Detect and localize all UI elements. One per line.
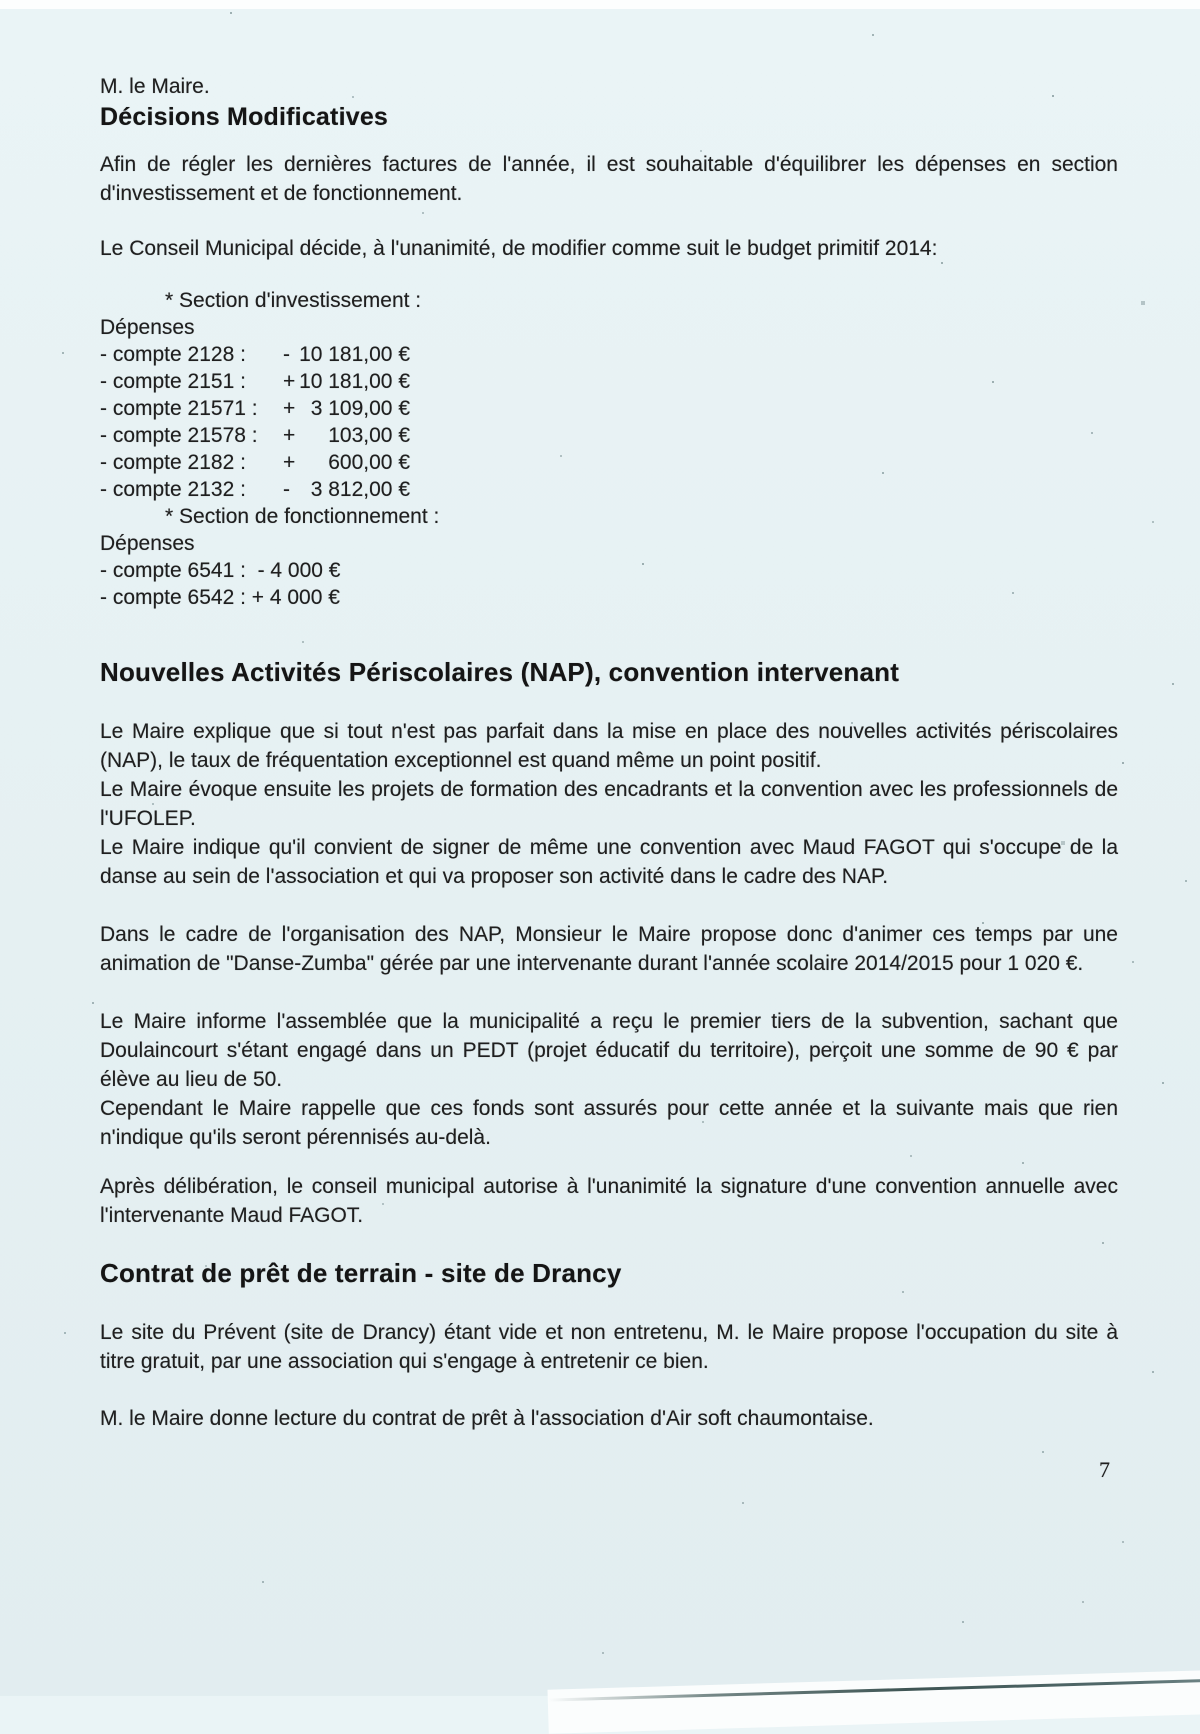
nap-paragraph-3: Le Maire indique qu'il convient de signer de même une convention avec Maud FAGOT qui s'occupe de la danse au sein de l'association et qui va proposer son activité dans le cadre des NAP.: [100, 836, 1118, 888]
budget-investment-block: [100, 287, 1118, 611]
nap-paragraph-2: Le Maire évoque ensuite les projets de formation des encadrants et la convention avec les professionnels de l'UFOLEP.: [100, 778, 1118, 830]
investment-section-header: * Section d'investissement :: [165, 289, 422, 312]
page-number: 7: [1099, 1457, 1110, 1482]
section-title-nap: Nouvelles Activités Périscolaires (NAP), convention intervenant: [100, 657, 900, 687]
nap-block-1: [100, 717, 1118, 891]
functioning-depenses-label: Dépenses: [100, 532, 195, 555]
salutation: M. le Maire.: [100, 75, 210, 98]
functioning-section-header: * Section de fonctionnement :: [165, 505, 440, 528]
budget-line-6541: - compte 6541 : - 4 000 €: [100, 559, 341, 582]
budget-line-21571: - compte 21571 : + 3 109,00 €: [100, 397, 410, 420]
nap-block-3: [100, 1007, 1118, 1152]
investment-depenses-label: Dépenses: [100, 316, 195, 339]
section-title-contrat-pret: Contrat de prêt de terrain - site de Drancy: [100, 1258, 622, 1288]
nap-paragraph-4: Dans le cadre de l'organisation des NAP, Monsieur le Maire propose donc d'animer ces temps par une animation de "Danse-Zumba" gérée par une intervenante durant l'année scolaire 2014/2015 pour 1 020 €.: [100, 923, 1118, 975]
budget-line-6542: - compte 6542 : + 4 000 €: [100, 586, 340, 609]
decisions-paragraph-2: Le Conseil Municipal décide, à l'unanimité, de modifier comme suit le budget primitif 2014:: [100, 237, 938, 260]
nap-paragraph-1: Le Maire explique que si tout n'est pas parfait dans la mise en place des nouvelles activités périscolaires (NAP), le taux de fréquentation exceptionnel est quand même un point positif.: [100, 720, 1118, 772]
budget-line-2182: - compte 2182 : + 600,00 €: [100, 451, 410, 474]
pret-paragraph-2: M. le Maire donne lecture du contrat de prêt à l'association d'Air soft chaumontaise.: [100, 1407, 874, 1430]
budget-line-21578: - compte 21578 : + 103,00 €: [100, 424, 410, 447]
decisions-paragraph-1: Afin de régler les dernières factures de l'année, il est souhaitable d'équilibrer les dépenses en section d'investissement et de fonctionnement.: [100, 153, 1118, 205]
section-title-decisions-modificatives: Décisions Modificatives: [100, 103, 389, 131]
pret-paragraph-1: Le site du Prévent (site de Drancy) étant vide et non entretenu, M. le Maire propose l'occupation du site à titre gratuit, par une association qui s'engage à entretenir ce bien.: [100, 1321, 1118, 1373]
budget-line-2151: - compte 2151 : + 10 181,00 €: [100, 370, 410, 393]
budget-line-2132: - compte 2132 : - 3 812,00 €: [100, 478, 410, 501]
nap-paragraph-7: Après délibération, le conseil municipal autorise à l'unanimité la signature d'une convention annuelle avec l'intervenante Maud FAGOT.: [100, 1175, 1118, 1227]
budget-line-2128: - compte 2128 : - 10 181,00 €: [100, 343, 410, 366]
nap-paragraph-6: Cependant le Maire rappelle que ces fonds sont assurés pour cette année et la suivante mais que rien n'indique qu'ils seront pérennisés au-delà.: [100, 1097, 1118, 1149]
nap-paragraph-5: Le Maire informe l'assemblée que la municipalité a reçu le premier tiers de la subvention, sachant que Doulaincourt s'étant engagé dans un PEDT (projet éducatif du territoire), perçoit une somme de 90 € par élève au lieu de 50.: [100, 1010, 1118, 1091]
